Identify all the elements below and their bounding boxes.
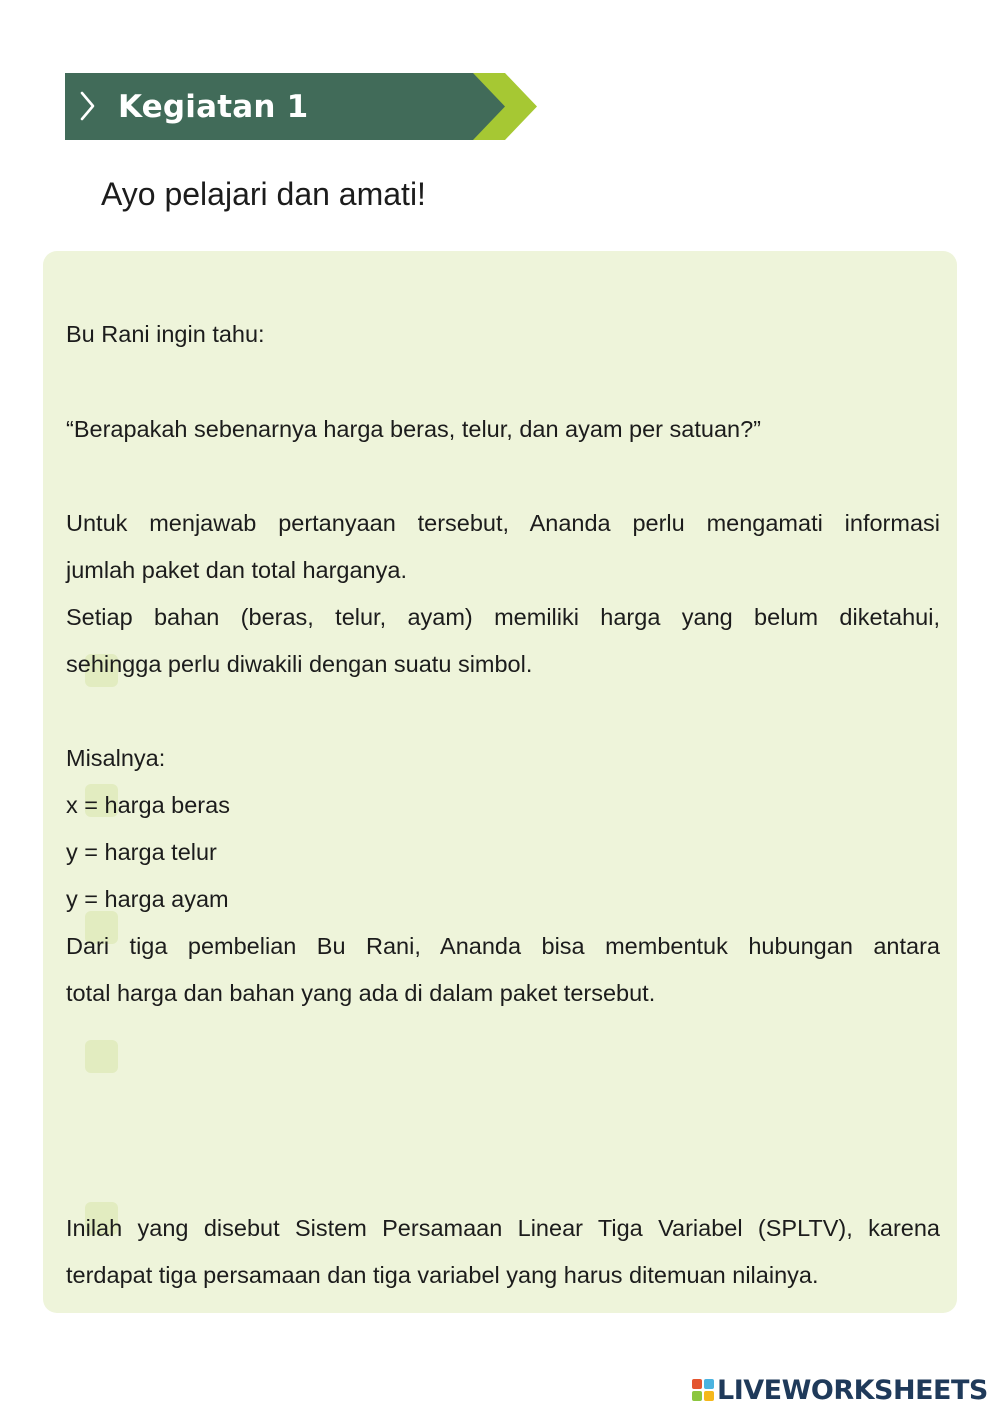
drop-zone[interactable] [85, 1040, 118, 1073]
question-line: “Berapakah sebenarnya harga beras, telur, dan ayam per satuan?” [66, 416, 761, 442]
variable-z: y = harga ayam [66, 886, 229, 912]
paragraph-1 [66, 500, 940, 594]
chevron-right-icon [78, 88, 96, 124]
question-text [66, 406, 940, 453]
activity-title: Kegiatan 1 [118, 89, 309, 125]
paragraph-3-line-2: total harga dan bahan yang ada di dalam paket tersebut. [66, 980, 656, 1006]
intro-line: Bu Rani ingin tahu: [66, 321, 265, 347]
intro-text [66, 311, 940, 358]
liveworksheets-logo[interactable] [692, 1374, 988, 1406]
paragraph-2 [66, 594, 940, 688]
paragraph-3-line-1: Dari tiga pembelian Bu Rani, Ananda bisa membentuk hubungan antara [66, 933, 940, 959]
variable-y: y = harga telur [66, 839, 217, 865]
logo-text: LIVEWORKSHEETS [717, 1374, 988, 1406]
paragraph-1-line-2: jumlah paket dan total harganya. [66, 557, 407, 583]
conclusion-line-1: Inilah yang disebut Sistem Persamaan Linear Tiga Variabel (SPLTV), karena [66, 1215, 940, 1241]
logo-mark-icon [692, 1379, 714, 1401]
example-label: Misalnya: [66, 745, 166, 771]
paragraph-1-line-1: Untuk menjawab pertanyaan tersebut, Ananda perlu mengamati informasi [66, 510, 940, 536]
paragraph-2-line-1: Setiap bahan (beras, telur, ayam) memiliki harga yang belum diketahui, [66, 604, 940, 630]
conclusion-text [66, 1205, 940, 1299]
conclusion-line-2: terdapat tiga persamaan dan tiga variabel yang harus ditemuan nilainya. [66, 1262, 819, 1288]
page-subtitle: Ayo pelajari dan amati! [101, 176, 426, 212]
variable-x: x = harga beras [66, 792, 230, 818]
example-block [66, 735, 940, 1017]
paragraph-2-line-2: sehingga perlu diwakili dengan suatu simbol. [66, 651, 533, 677]
